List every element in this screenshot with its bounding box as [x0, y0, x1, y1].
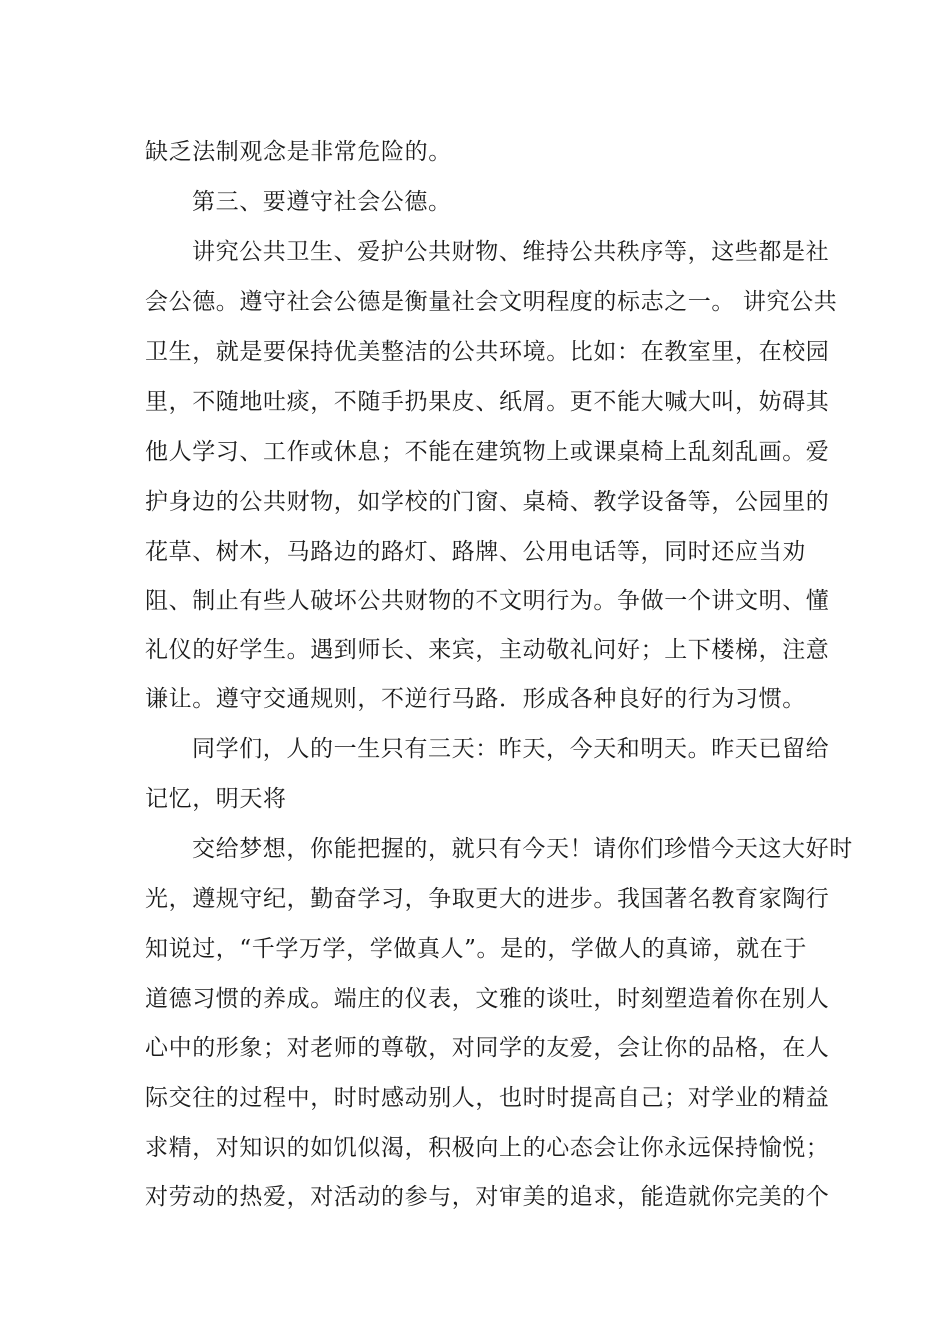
text-line: 礼仪的好学生。遇到师长、来宾，主动敬礼问好；上下楼梯，注意 — [145, 637, 830, 663]
text-line: 里，不随地吐痰，不随手扔果皮、纸屑。更不能大喊大叫，妨碍其 — [145, 389, 830, 415]
text-line: 同学们，人的一生只有三天：昨天，今天和明天。昨天已留给 — [192, 736, 830, 762]
text-line: 记忆，明天将 — [145, 786, 287, 812]
text-line: 护身边的公共财物，如学校的门窗、桌椅、教学设备等，公园里的 — [145, 489, 830, 515]
text-line: 知说过，“千学万学，学做真人”。是的，学做人的真谛，就在于 — [145, 936, 807, 962]
text-line: 讲究公共卫生、爱护公共财物、维持公共秩序等，这些都是社 — [192, 239, 830, 265]
text-line: 他人学习、工作或休息；不能在建筑物上或课桌椅上乱刻乱画。爱 — [145, 439, 830, 465]
text-line: 道德习惯的养成。端庄的仪表，文雅的谈吐，时刻塑造着你在别人 — [145, 986, 830, 1012]
text-line: 交给梦想，你能把握的，就只有今天！请你们珍惜今天这大好时 — [192, 836, 853, 862]
text-line: 对劳动的热爱，对活动的参与，对审美的追求，能造就你完美的个 — [145, 1184, 830, 1210]
text-line: 会公德。遵守社会公德是衡量社会文明程度的标志之一。 讲究公共 — [145, 289, 838, 315]
text-line: 际交往的过程中，时时感动别人，也时时提高自己；对学业的精益 — [145, 1085, 830, 1111]
text-line: 求精，对知识的如饥似渴，积极向上的心态会让你永远保持愉悦； — [145, 1135, 830, 1161]
text-line: 缺乏法制观念是非常危险的。 — [145, 139, 452, 165]
text-line: 心中的形象；对老师的尊敬，对同学的友爱，会让你的品格，在人 — [145, 1035, 830, 1061]
text-line: 花草、树木，马路边的路灯、路牌、公用电话等，同时还应当劝 — [145, 539, 806, 565]
text-line: 卫生，就是要保持优美整洁的公共环境。比如：在教室里，在校园 — [145, 339, 830, 365]
text-line: 谦让。遵守交通规则，不逆行马路．形成各种良好的行为习惯。 — [145, 686, 806, 712]
section-heading: 第三、要遵守社会公德。 — [192, 189, 452, 215]
text-line: 光，遵规守纪，勤奋学习，争取更大的进步。我国著名教育家陶行 — [145, 886, 830, 912]
text-line: 阻、制止有些人破坏公共财物的不文明行为。争做一个讲文明、懂 — [145, 588, 830, 614]
